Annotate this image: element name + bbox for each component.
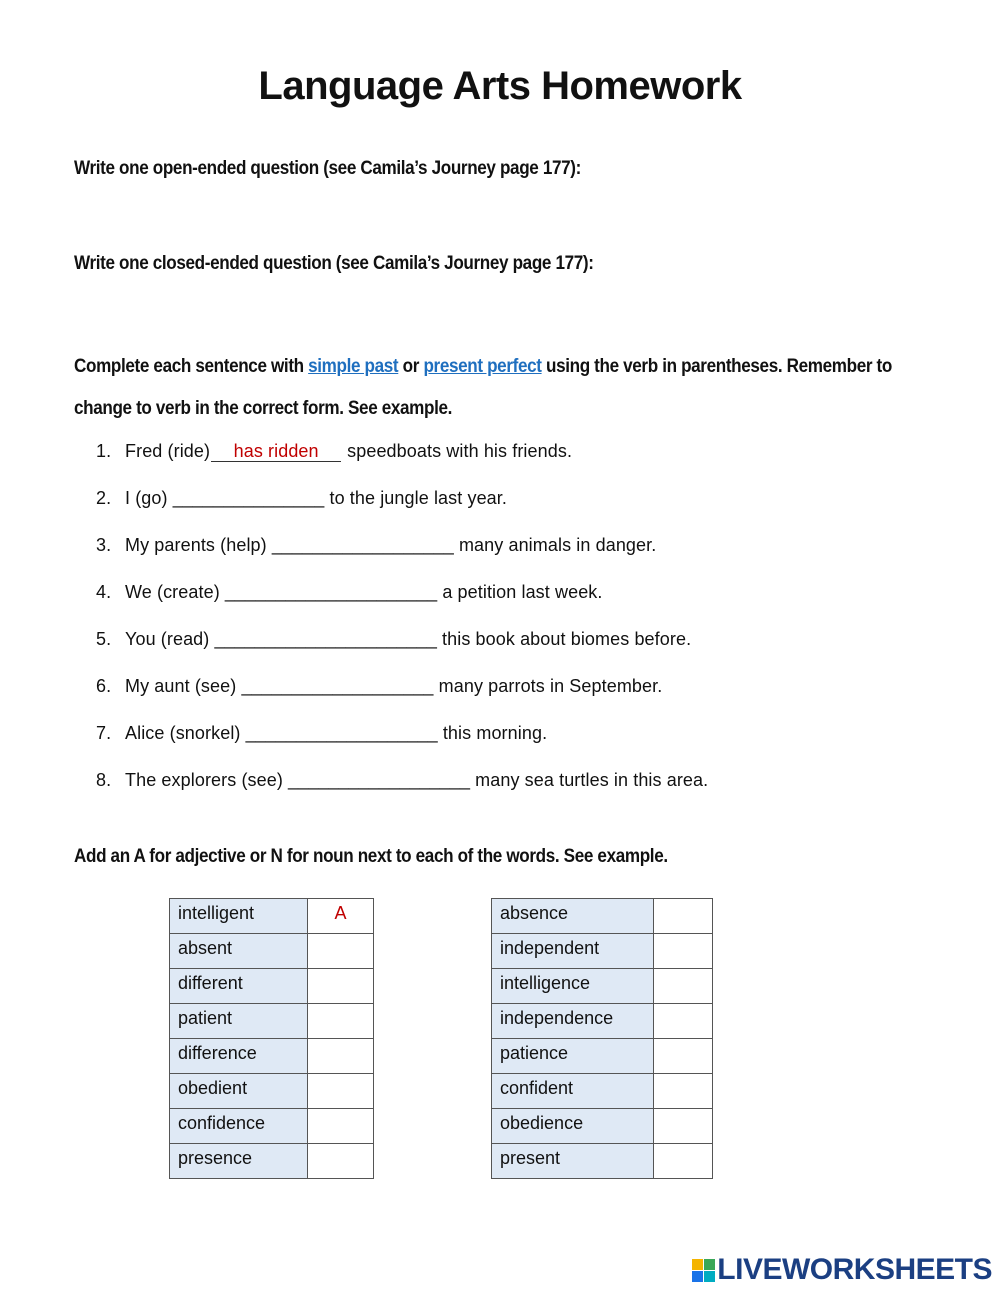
word-cell: intelligent — [170, 899, 308, 934]
liveworksheets-brand[interactable] — [692, 1252, 992, 1288]
word-cell: different — [170, 969, 308, 1004]
exercise-text-before: Fred (ride) — [125, 441, 211, 461]
exercise-item-5 — [96, 626, 708, 673]
adj-noun-prompt: Add an A for adjective or N for noun next to each of the words. See example. — [74, 846, 668, 867]
right-word-table — [491, 898, 713, 1179]
answer-cell[interactable] — [308, 1074, 374, 1109]
answer-cell[interactable] — [308, 934, 374, 969]
page-title: Language Arts Homework — [258, 64, 742, 108]
logo-square-3 — [692, 1271, 703, 1282]
table-row — [492, 1144, 713, 1179]
answer-cell[interactable] — [308, 969, 374, 1004]
exercise-text[interactable]: Alice (snorkel) ___________________ this morning. — [125, 723, 548, 743]
answer-cell[interactable] — [654, 1144, 713, 1179]
answer-cell[interactable] — [654, 1004, 713, 1039]
exercise-item-7 — [96, 720, 708, 767]
exercise-number: 6. — [96, 676, 112, 696]
logo-square-4 — [704, 1271, 715, 1282]
word-cell: present — [492, 1144, 654, 1179]
word-cell: independent — [492, 934, 654, 969]
verb-exercise-list — [96, 438, 708, 814]
answer-cell[interactable] — [654, 1074, 713, 1109]
exercise-text-after: speedboats with his friends. — [347, 441, 573, 461]
word-cell: absence — [492, 899, 654, 934]
present-perfect-link[interactable]: present perfect — [423, 356, 542, 377]
answer-cell[interactable] — [308, 1004, 374, 1039]
answer-cell[interactable] — [308, 1039, 374, 1074]
table-row — [170, 1039, 374, 1074]
table-row — [492, 899, 713, 934]
brand-name: LIVEWORKSHEETS — [717, 1253, 992, 1286]
word-cell: absent — [170, 934, 308, 969]
exercise-number: 7. — [96, 723, 112, 743]
table-row — [170, 1074, 374, 1109]
open-question-prompt: Write one open-ended question (see Camila’s Journey page 177): — [74, 158, 581, 179]
exercise-text[interactable]: I (go) _______________ to the jungle last year. — [125, 488, 507, 508]
word-cell: confidence — [170, 1109, 308, 1144]
word-cell: obedient — [170, 1074, 308, 1109]
table-row — [170, 934, 374, 969]
word-cell: presence — [170, 1144, 308, 1179]
verb-instructions-end: using the verb in parentheses. Remember to — [541, 356, 892, 377]
closed-question-prompt: Write one closed-ended question (see Camila’s Journey page 177): — [74, 253, 594, 274]
table-row — [170, 1109, 374, 1144]
table-row — [170, 969, 374, 1004]
liveworksheets-logo-icon — [692, 1259, 715, 1282]
word-cell: intelligence — [492, 969, 654, 1004]
table-row — [492, 1074, 713, 1109]
exercise-item-1 — [96, 438, 708, 485]
table-row — [492, 1039, 713, 1074]
answer-cell[interactable] — [654, 1109, 713, 1144]
table-row — [170, 899, 374, 934]
answer-cell[interactable] — [654, 934, 713, 969]
exercise-text[interactable]: The explorers (see) __________________ many sea turtles in this area. — [125, 770, 709, 790]
word-cell: obedience — [492, 1109, 654, 1144]
simple-past-link[interactable]: simple past — [308, 356, 399, 377]
exercise-text[interactable]: My parents (help) __________________ many animals in danger. — [125, 535, 657, 555]
word-cell: independence — [492, 1004, 654, 1039]
verb-instructions-mid: or — [398, 356, 424, 377]
answer-cell[interactable] — [308, 1144, 374, 1179]
table-row — [170, 1004, 374, 1039]
exercise-number: 2. — [96, 488, 112, 508]
exercise-text[interactable]: My aunt (see) ___________________ many parrots in September. — [125, 676, 663, 696]
answer-cell[interactable]: A — [308, 899, 374, 934]
exercise-text[interactable]: You (read) ______________________ this book about biomes before. — [125, 629, 692, 649]
exercise-text[interactable]: We (create) _____________________ a petition last week. — [125, 582, 603, 602]
table-row — [492, 934, 713, 969]
exercise-item-3 — [96, 532, 708, 579]
answer-cell[interactable] — [654, 899, 713, 934]
exercise-item-6 — [96, 673, 708, 720]
answer-cell[interactable] — [308, 1109, 374, 1144]
table-row — [492, 1109, 713, 1144]
table-row — [492, 969, 713, 1004]
verb-instructions-intro: Complete each sentence with — [74, 356, 309, 377]
answer-cell[interactable] — [654, 969, 713, 1004]
word-cell: difference — [170, 1039, 308, 1074]
verb-instructions-line-2: change to verb in the correct form. See example. — [74, 398, 453, 419]
logo-square-2 — [704, 1259, 715, 1270]
exercise-number: 4. — [96, 582, 112, 602]
verb-instructions — [74, 346, 892, 430]
exercise-number: 3. — [96, 535, 112, 555]
exercise-number: 8. — [96, 770, 112, 790]
exercise-item-8 — [96, 767, 708, 814]
word-cell: patience — [492, 1039, 654, 1074]
word-cell: patient — [170, 1004, 308, 1039]
logo-square-1 — [692, 1259, 703, 1270]
exercise-item-4 — [96, 579, 708, 626]
exercise-number: 5. — [96, 629, 112, 649]
example-answer: has ridden — [211, 441, 341, 462]
exercise-item-2 — [96, 485, 708, 532]
word-cell: confident — [492, 1074, 654, 1109]
table-row — [170, 1144, 374, 1179]
verb-instructions-line-1 — [74, 346, 892, 388]
answer-cell[interactable] — [654, 1039, 713, 1074]
left-word-table — [169, 898, 374, 1179]
table-row — [492, 1004, 713, 1039]
exercise-number: 1. — [96, 441, 112, 461]
